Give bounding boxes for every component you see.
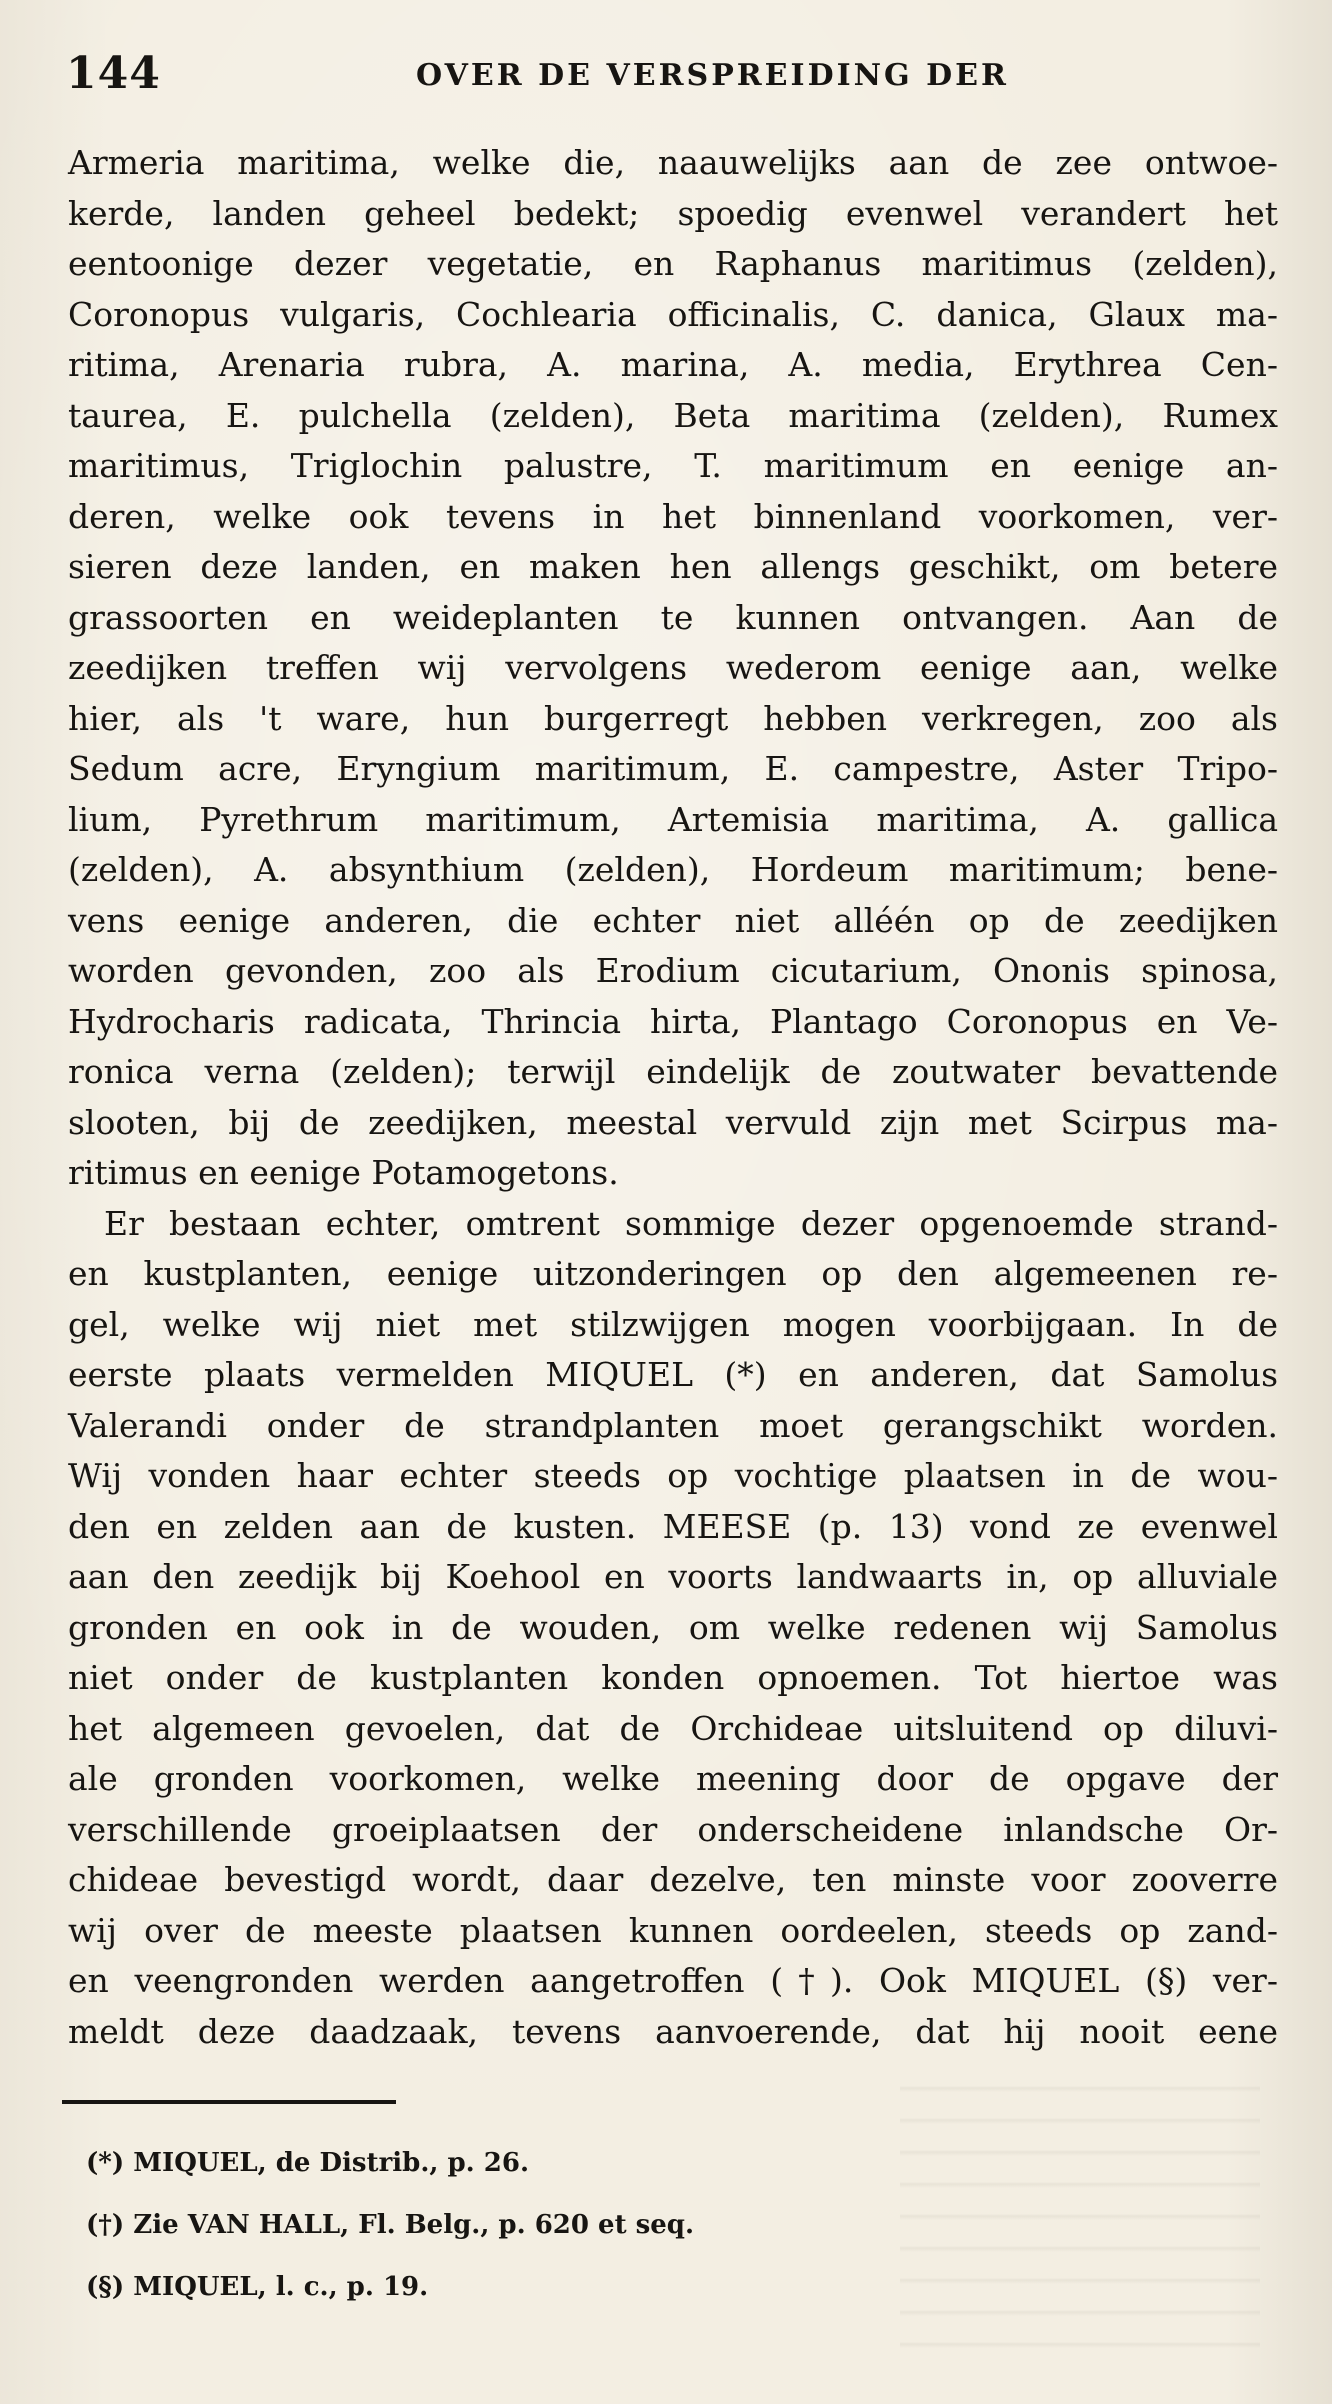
text-line: sieren deze landen, en maken hen allengs geschikt, om betere bbox=[68, 547, 1278, 586]
text-line: hier, als 't ware, hun burgerregt hebben verkregen, zoo als bbox=[68, 698, 1278, 738]
footnote: (§) MIQUEL, l. c., p. 19. bbox=[86, 2272, 429, 2302]
text-line: lium, Pyrethrum maritimum, Artemisia maritima, A. gallica bbox=[68, 799, 1278, 839]
text-line: en kustplanten, eenige uitzonderingen op den algemeenen re- bbox=[68, 1254, 1278, 1293]
text-line: meldt deze daadzaak, tevens aanvoerende, dat hij nooit eene bbox=[68, 2011, 1278, 2051]
page-number: 144 bbox=[66, 48, 161, 99]
text-line: deren, welke ook tevens in het binnenland voorkomen, ver- bbox=[68, 496, 1278, 536]
paragraph-last-line: ritimus en eenige Potamogetons. bbox=[68, 1153, 619, 1192]
text-line: aan den zeedijk bij Koehool en voorts landwaarts in, op alluviale bbox=[68, 1557, 1278, 1596]
text-line: gronden en ook in de wouden, om welke redenen wij Samolus bbox=[68, 1607, 1278, 1647]
paragraph-first-line: Er bestaan echter, omtrent sommige dezer opgenoemde strand- bbox=[104, 1203, 1278, 1243]
text-line: grassoorten en weideplanten te kunnen ontvangen. Aan de bbox=[68, 597, 1278, 637]
text-line: den en zelden aan de kusten. MEESE (p. 13) vond ze evenwel bbox=[68, 1506, 1278, 1546]
text-line: vens eenige anderen, die echter niet alléén op de zeedijken bbox=[68, 900, 1278, 940]
text-line: Wij vonden haar echter steeds op vochtige plaatsen in de wou- bbox=[68, 1456, 1278, 1495]
running-head: OVER DE VERSPREIDING DER bbox=[416, 58, 1009, 93]
text-line: ronica verna (zelden); terwijl eindelijk de zoutwater bevattende bbox=[68, 1052, 1278, 1091]
text-line: zeedijken treffen wij vervolgens wederom eenige aan, welke bbox=[68, 648, 1278, 687]
text-line: het algemeen gevoelen, dat de Orchideae uitsluitend op diluvi- bbox=[68, 1708, 1278, 1748]
text-line: (zelden), A. absynthium (zelden), Hordeum maritimum; bene- bbox=[68, 850, 1278, 889]
text-line: taurea, E. pulchella (zelden), Beta maritima (zelden), Rumex bbox=[68, 395, 1278, 435]
text-line: en veengronden werden aangetroffen (†). Ook MIQUEL (§) ver- bbox=[68, 1961, 1278, 2000]
text-line: Valerandi onder de strandplanten moet gerangschikt worden. bbox=[68, 1405, 1278, 1445]
text-line: ritima, Arenaria rubra, A. marina, A. media, Erythrea Cen- bbox=[68, 345, 1278, 384]
text-line: eentoonige dezer vegetatie, en Raphanus maritimus (zelden), bbox=[68, 244, 1278, 283]
text-line: Coronopus vulgaris, Cochlearia officinalis, C. danica, Glaux ma- bbox=[68, 294, 1278, 334]
text-line: Hydrocharis radicata, Thrincia hirta, Plantago Coronopus en Ve- bbox=[68, 1001, 1278, 1041]
text-line: wij over de meeste plaatsen kunnen oordeelen, steeds op zand- bbox=[68, 1910, 1278, 1950]
text-line: maritimus, Triglochin palustre, T. maritimum en eenige an- bbox=[68, 446, 1278, 485]
text-line: niet onder de kustplanten konden opnoemen. Tot hiertoe was bbox=[68, 1658, 1278, 1697]
text-line: Sedum acre, Eryngium maritimum, E. campestre, Aster Tripo- bbox=[68, 749, 1278, 788]
footnotes bbox=[86, 2132, 986, 2318]
text-line: chideae bevestigd wordt, daar dezelve, ten minste voor zooverre bbox=[68, 1860, 1278, 1899]
text-line: slooten, bij de zeedijken, meestal vervuld zijn met Scirpus ma- bbox=[68, 1102, 1278, 1142]
page-header bbox=[66, 48, 1286, 108]
text-line: gel, welke wij niet met stilzwijgen mogen voorbijgaan. In de bbox=[68, 1304, 1278, 1344]
body-text bbox=[68, 138, 1278, 2057]
text-line: verschillende groeiplaatsen der onderscheidene inlandsche Or- bbox=[68, 1809, 1278, 1849]
footnote: (†) Zie VAN HALL, Fl. Belg., p. 620 et seq. bbox=[86, 2210, 695, 2240]
text-line: Armeria maritima, welke die, naauwelijks aan de zee ontwoe- bbox=[68, 143, 1278, 182]
text-line: eerste plaats vermelden MIQUEL (*) en anderen, dat Samolus bbox=[68, 1355, 1278, 1394]
text-line: worden gevonden, zoo als Erodium cicutarium, Ononis spinosa, bbox=[68, 951, 1278, 990]
footnote-rule bbox=[62, 2100, 396, 2104]
footnote: (*) MIQUEL, de Distrib., p. 26. bbox=[86, 2148, 529, 2178]
text-line: kerde, landen geheel bedekt; spoedig evenwel verandert het bbox=[68, 193, 1278, 233]
text-line: ale gronden voorkomen, welke meening door de opgave der bbox=[68, 1759, 1278, 1798]
